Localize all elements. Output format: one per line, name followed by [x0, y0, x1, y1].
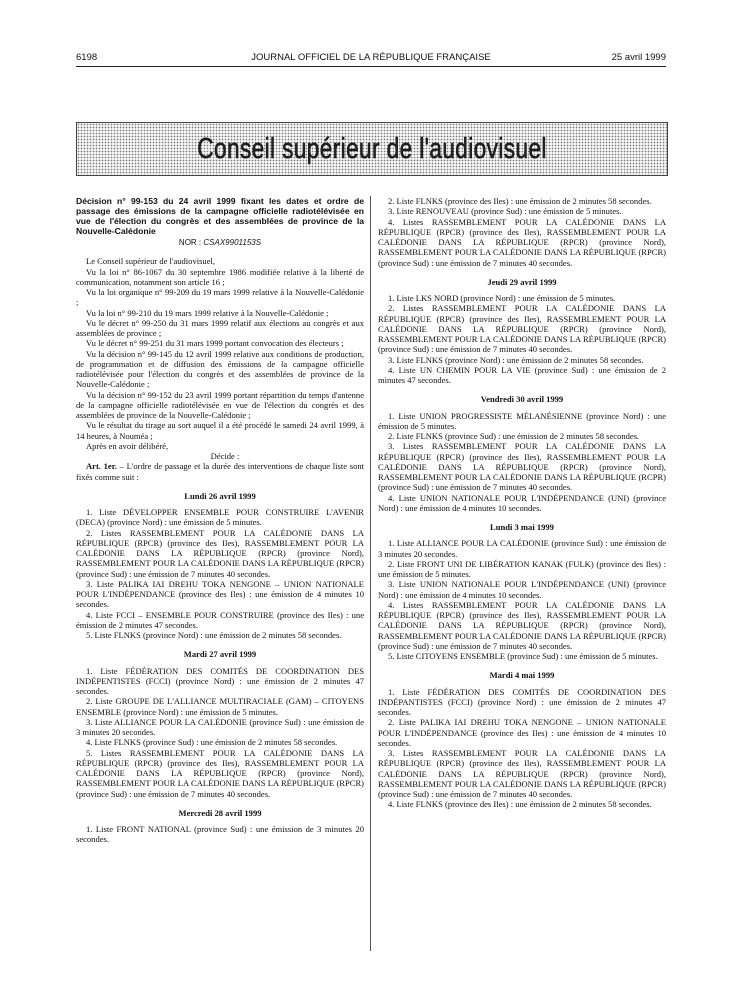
list-item: 3. Liste ALLIANCE POUR LA CALÉDONIE (province Sud) : une émission de 3 minutes 20 secondes. [76, 716, 364, 737]
preamble-line: Vu la loi n° 86-1067 du 30 septembre 1986 modifiée relative à la liberté de communication, notamment son article 16 ; [76, 266, 364, 287]
list-item: 3. Listes RASSEMBLEMENT POUR LA CALÉDONIE DANS LA RÉPUBLIQUE (RPCR) (province des Iles), RASSEMBLEMENT POUR LA CALÉDONIE DANS LA RÉPUBLIQUE (RPCR) (province Nord), RASSEMBLEMENT POUR LA CALÉDONIE DANS LA RÉPUBLIQUE (RPCR) (province Sud) : une émission de 7 minutes 40 secondes. [378, 748, 666, 799]
issue-date: 25 avril 1999 [611, 52, 666, 63]
list-item: 3. Liste RENOUVEAU (province Sud) : une émission de 5 minutes. [388, 206, 622, 217]
day-heading: Lundi 26 avril 1999 [184, 490, 256, 501]
decision-title: Décision n° 99-153 du 24 avril 1999 fixant les dates et ordre de passage des émissions de la campagne officielle radiotélévisée en vue de l'élection du congrès et des assemblées de province de la Nouvelle-Calédonie [76, 196, 364, 236]
list-item: 2. Listes RASSEMBLEMENT POUR LA CALÉDONIE DANS LA RÉPUBLIQUE (RPCR) (province des Iles), RASSEMBLEMENT POUR LA CALÉDONIE DANS LA RÉPUBLIQUE (RPCR) (province Nord), RASSEMBLEMENT POUR LA CALÉDONIE DANS LA RÉPUBLIQUE (RPCR) (province Sud) : une émission de 7 minutes 40 secondes. [76, 527, 364, 579]
list-item: 1. Liste FÉDÉRATION DES COMITÉS DE COORDINATION DES INDÉPANTISTES (FCCI) (province Nord) : une émission de 2 minutes 47 secondes. [378, 686, 666, 717]
preamble-line: Vu la loi organique n° 99-209 du 19 mars 1999 relative à la Nouvelle-Calédonie ; [76, 287, 364, 308]
nor-label: NOR : [178, 238, 202, 247]
list-item: 2. Liste GROUPE DE L'ALLIANCE MULTIRACIALE (GAM) – CITOYENS ENSEMBLE (province Nord) : une émission de 5 minutes. [76, 696, 364, 717]
list-item: 1. Liste LKS NORD (province Nord) : une émission de 5 minutes. [388, 293, 616, 303]
list-item: 4. Liste UNION NATIONALE POUR L'INDÉPENDANCE (UNI) (province Nord) : une émission de 4 minutes 10 secondes. [378, 492, 666, 513]
decide-line: Décide : [210, 451, 240, 461]
list-item: 1. Liste DÉVELOPPER ENSEMBLE POUR CONSTRUIRE L'AVENIR (DECA) (province Nord) : une émission de 5 minutes. [76, 507, 364, 528]
page-number: 6198 [76, 52, 98, 63]
day-heading: Mardi 27 avril 1999 [183, 649, 257, 660]
journal-title: JOURNAL OFFICIEL DE LA RÉPUBLIQUE FRANÇAISE [251, 52, 491, 63]
list-item: 4. Liste FLNKS (province des Iles) : une émission de 2 minutes 58 secondes. [388, 799, 652, 810]
list-item: 2. Listes RASSEMBLEMENT POUR LA CALÉDONIE DANS LA RÉPUBLIQUE (RPCR) (province des Iles), RASSEMBLEMENT POUR LA CALÉDONIE DANS LA RÉPUBLIQUE (RPCR) (province Nord), RASSEMBLEMENT POUR LA CALÉDONIE DANS LA RÉPUBLIQUE (RPCR) (province Sud) : une émission de 7 minutes 40 secondes. [378, 303, 666, 355]
day-heading: Vendredi 30 avril 1999 [480, 394, 564, 405]
preamble-line: Vu le résultat du tirage au sort auquel il a été procédé le samedi 24 avril 1999, à 14 heures, à Nouméa ; [76, 420, 364, 441]
list-item: 4. Liste UN CHEMIN POUR LA VIE (province Sud) : une émission de 2 minutes 47 secondes. [378, 364, 666, 385]
preamble-line: Vu la loi n° 99-210 du 19 mars 1999 relative à la Nouvelle-Calédonie ; [86, 307, 329, 318]
list-item: 5. Listes RASSEMBLEMENT POUR LA CALÉDONIE DANS LA RÉPUBLIQUE (RPCR) (province des Iles), RASSEMBLEMENT POUR LA CALÉDONIE DANS LA RÉPUBLIQUE (RPCR) (province Nord), RASSEMBLEMENT POUR LA CALÉDONIE DANS LA RÉPUBLIQUE (RPCR) (province Sud) : une émission de 7 minutes 40 secondes. [76, 747, 364, 799]
day-heading: Mercredi 28 avril 1999 [178, 807, 262, 818]
list-item: 4. Listes RASSEMBLEMENT POUR LA CALÉDONIE DANS LA RÉPUBLIQUE (RPCR) (province des Iles), RASSEMBLEMENT POUR LA CALÉDONIE DANS LA RÉPUBLIQUE (RPCR) (province Nord), RASSEMBLEMENT POUR LA CALÉDONIE DANS LA RÉPUBLIQUE (RPCR) (province Sud) : une émission de 7 minutes 40 secondes. [378, 216, 666, 268]
left-column [76, 196, 364, 845]
list-item: 1. Liste ALLIANCE POUR LA CALÉDONIE (province Sud) : une émission de 3 minutes 20 secondes. [378, 538, 666, 559]
preamble-line: Vu le décret n° 99-251 du 31 mars 1999 portant convocation des électeurs ; [86, 338, 344, 349]
list-item: 4. Listes RASSEMBLEMENT POUR LA CALÉDONIE DANS LA RÉPUBLIQUE (RPCR) (province des Iles), RASSEMBLEMENT POUR LA CALÉDONIE DANS LA RÉPUBLIQUE (RPCR) (province Nord), RASSEMBLEMENT POUR LA CALÉDONIE DANS LA RÉPUBLIQUE (RPCR) (province Sud) : une émission de 7 minutes 40 secondes. [378, 599, 666, 651]
article-1 [76, 461, 364, 482]
list-item: 1. Liste FÉDÉRATION DES COMITÉS DE COORDINATION DES INDÉPENTISTES (FCCI) (province Nord) : une émission de 2 minutes 47 secondes. [76, 665, 364, 696]
list-item: 3. Listes RASSEMBLEMENT POUR LA CALÉDONIE DANS LA RÉPUBLIQUE (RPCR) (province des Iles), RASSEMBLEMENT POUR LA CALÉDONIE DANS LA RÉPUBLIQUE (RPCR) (province Nord), RASSEMBLEMENT POUR LA CALÉDONIE DANS LA RÉPUBLIQUE (RCPR) (province Sud) : une émission de 7 minutes 40 secondes. [378, 441, 666, 493]
list-item: 5. Liste CITOYENS ENSEMBLE (province Sud) : une émission de 5 minutes. [388, 651, 658, 661]
list-item: 2. Liste PALIKA IAI DREHU TOKA NENGONE – UNION NATIONALE POUR L'INDÉPENDANCE (province des Iles) : une émission de 4 minutes 10 secondes. [378, 717, 666, 748]
preamble-line: Vu le décret n° 99-250 du 31 mars 1999 relatif aux élections au congrès et aux assemblées de province ; [76, 317, 364, 338]
list-item: 5. Liste FLNKS (province Nord) : une émission de 2 minutes 58 secondes. [86, 630, 342, 640]
list-item: 3. Liste PALIKA IAI DREHU TOKA NENGONE – UNION NATIONALE POUR L'INDÉPENDANCE (province des Iles) : une émission de 4 minutes 10 secondes. [76, 578, 364, 610]
right-column [378, 196, 666, 810]
column-divider [370, 196, 371, 951]
preamble-line: Vu la décision n° 99-152 du 23 avril 1999 portant répartition du temps d'antenne de la campagne officielle radiotélévisée en vue de l'élection du congrès et des assemblées de province de la Nouvelle-Calédonie ; [76, 389, 364, 420]
section-banner-title: Conseil supérieur de l'audiovisuel [197, 132, 547, 165]
nor-reference [76, 238, 364, 248]
section-banner [76, 122, 668, 176]
list-item: 4. Liste FCCI – ENSEMBLE POUR CONSTRUIRE (province des Iles) : une émission de 2 minutes 47 secondes. [76, 609, 364, 630]
list-item: 4. Liste FLNKS (province Sud) : une émission de 2 minutes 58 secondes. [86, 737, 338, 748]
list-item: 3. Liste UNION NATIONALE POUR L'INDÉPENDANCE (UNI) (province Nord) : une émission de 4 minutes 10 secondes. [378, 579, 666, 600]
running-head [76, 52, 666, 67]
list-item: 1. Liste UNION PROGRESSISTE MÉLANÉSIENNE (province Nord) : une émission de 5 minutes. [378, 410, 666, 431]
list-item: 2. Liste FRONT UNI DE LIBÉRATION KANAK (FULK) (province des Iles) : une émission de 5 minutes. [378, 558, 666, 579]
list-item: 2. Liste FLNKS (province Sud) : une émission de 2 minutes 58 secondes. [388, 431, 640, 441]
nor-code: CSAX9901153S [203, 238, 262, 247]
list-item: 3. Liste FLNKS (province Nord) : une émission de 2 minutes 58 secondes. [388, 354, 644, 365]
day-heading: Jeudi 29 avril 1999 [487, 276, 557, 287]
article-1-text: – L'ordre de passage et la durée des interventions de chaque liste sont fixés comme suit : [76, 461, 364, 482]
preamble-line: Le Conseil supérieur de l'audiovisuel, [86, 256, 216, 267]
preamble-line: Vu la décision n° 99-145 du 12 avril 1999 relative aux conditions de production, de programmation et de diffusion des émissions de la campagne officielle radiotélévisée pour l'élection du congrès et des assemblées de province de la Nouvelle-Calédonie ; [76, 348, 364, 390]
day-heading: Lundi 3 mai 1999 [490, 522, 554, 532]
article-1-label: Art. 1er. [86, 461, 117, 472]
day-heading: Mardi 4 mai 1999 [489, 670, 555, 681]
list-item: 1. Liste FRONT NATIONAL (province Sud) : une émission de 3 minutes 20 secondes. [76, 824, 364, 845]
list-item: 2. Liste FLNKS (province des Iles) : une émission de 2 minutes 58 secondes. [388, 196, 652, 206]
preamble-line: Après en avoir délibéré, [86, 440, 169, 451]
